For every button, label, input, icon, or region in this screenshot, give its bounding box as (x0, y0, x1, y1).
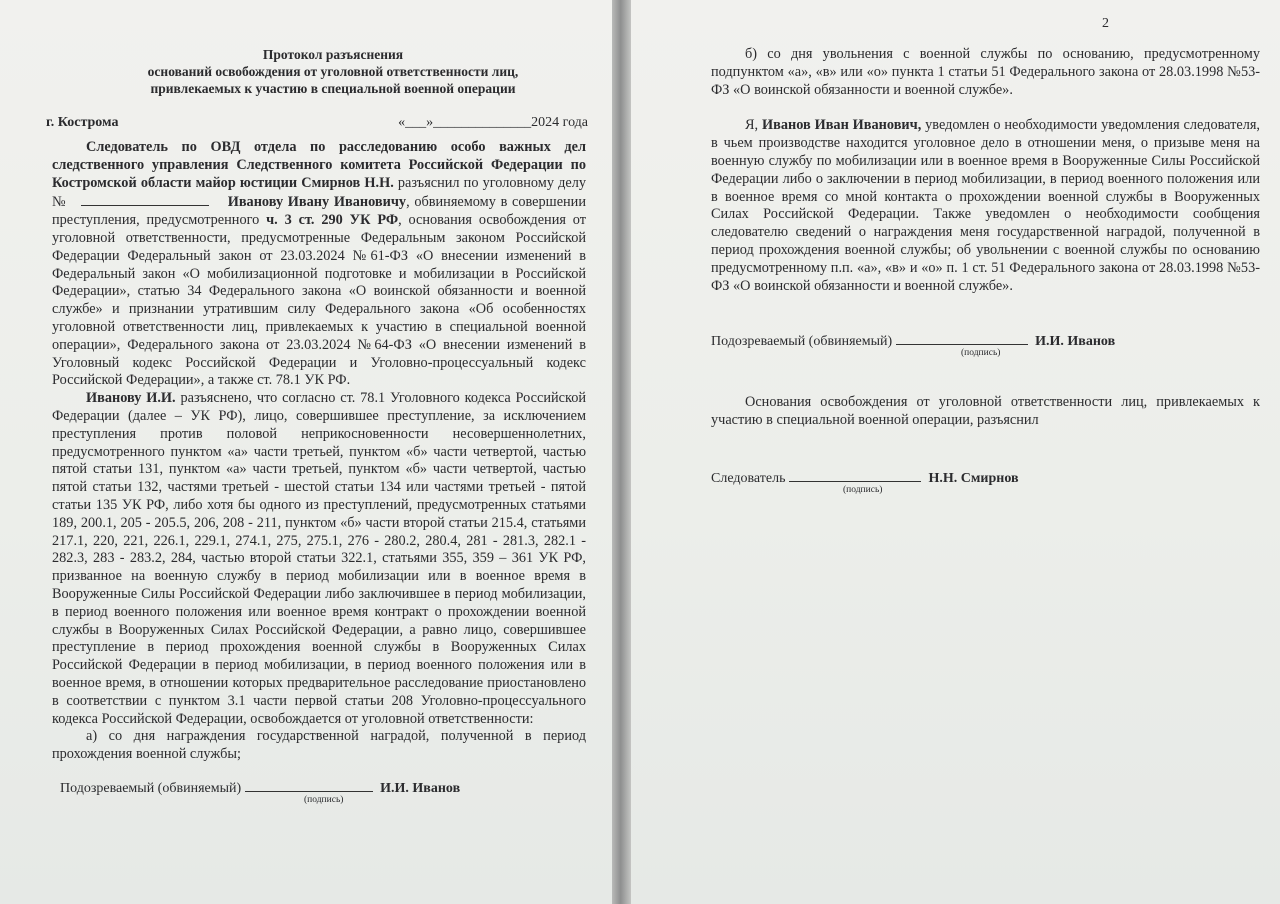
explained-to-name: Иванову И.И. (86, 390, 176, 407)
signature-blank-2 (896, 331, 1028, 345)
page-fold (612, 0, 631, 904)
notice-prefix: Я, (745, 117, 762, 134)
investigator-signature-row (711, 468, 1260, 495)
signature-blank (245, 778, 373, 792)
title-line-2: оснований освобождения от уголовной ответственности лиц, (147, 64, 519, 79)
notice-paragraph (711, 117, 1260, 295)
item-a: а) со дня награждения государственной наградой, полученной в период прохождения военной службы; (52, 728, 586, 763)
page-number: 2 (1102, 16, 1109, 31)
item-b: б) со дня увольнения с военной службы по основанию, предусмотренному подпунктом «а», «в» или «о» пункта 1 статьи 51 Федерального закона от 28.03.1998 №53-ФЗ «О воинской обязанности и военной службе». (711, 46, 1260, 98)
suspect-signature-row-1 (60, 778, 586, 805)
suspect-label-2: Подозреваемый (обвиняемый) (711, 334, 893, 350)
suspect-label: Подозреваемый (обвиняемый) (60, 780, 242, 796)
explained-statement: Основания освобождения от уголовной ответственности лиц, привлекаемых к участию в специальной военной операции, разъяснил (711, 394, 1260, 429)
notice-name: Иванов Иван Иванович, (761, 117, 922, 134)
signature-caption-2: (подпись) (961, 348, 1001, 359)
intro-text-a: разъяснил по уголовному делу № (52, 174, 586, 211)
intro-text-b: , обвиняемому в совершении преступления, предусмотренного (52, 194, 586, 229)
suspect-name-2: И.И. Иванов (1035, 334, 1116, 350)
signature-caption: (подпись) (304, 794, 344, 805)
place-date-row (46, 115, 588, 133)
document-page-1 (0, 0, 612, 904)
investigator-signature-caption: (подпись) (843, 484, 883, 495)
title-line-1: Протокол разъяснения (262, 47, 404, 62)
suspect-signature-row-2 (711, 331, 1260, 359)
investigator-title: Следователь по ОВД отдела по расследованию особо важных дел следственного управления Следственного комитета Российской Федерации по Костромской области майор юстиции Смирнов Н.Н. (52, 139, 586, 191)
case-number-blank (81, 192, 209, 206)
title-line-3: привлекаемых к участию в специальной военной операции (150, 81, 516, 96)
explanation-text: разъяснено, что согласно ст. 78.1 Уголовного кодекса Российской Федерации (далее – УК РФ), лицо, совершившее преступление, за исключением преступления против половой неприкосновенности несовершеннолетних, предусмотренного пунктом «а» части третьей, пунктом «б» части четвертой, частью пятой статьи 131, пунктом «а» части третьей, пунктом «б» части четвертой, частью пятой статьи 132, частями третьей - шестой статьи 134 или частями третьей - пятой статьи 135 УК РФ, либо хотя бы одного из преступлений, предусмотренных статьями 189, 200.1, 205 - 205.5, 206, 208 - 211, пунктом «б» части второй статьи 215.4, статьями 217.1, 220, 221, 226.1, 229.1, 274.1, 275, 275.1, 276 - 280.2, 280.4, 281 - 281.3, 282.1 - 282.3, 283 - 283.2, 284, частью второй статьи 322.1, статьями 355, 359 – 361 УК РФ, призванное на военную службу в период мобилизации или в военное время в Вооруженные Силы Российской Федерации либо заключившее в период мобилизации, в период военного положения или военное время контракт о прохождении военной службы в Вооруженных Силах Российской Федерации, а равно лицо, совершившее преступление в период прохождения военной службы в Вооруженных Силах Российской Федерации в период мобилизации, в период военного положения или в военное время, в отношении которых предварительное расследование приостановлено в соответствии с пунктом 3.1 части первой статьи 208 Уголовно-процессуального кодекса Российской Федерации, освобождается от уголовной ответственности: (52, 390, 586, 727)
article-reference: ч. 3 ст. 290 УК РФ (266, 212, 399, 229)
investigator-signature-blank (789, 468, 921, 482)
date: «___»______________2024 года (398, 115, 588, 130)
city: г. Кострома (46, 115, 119, 130)
notice-text: уведомлен о необходимости уведомления следователя, в чьем производстве находится уголовное дело в отношении меня, о призыве меня на военную службу по мобилизации или в военное время в Вооруженные Силы Российской Федерации либо о заключении в период мобилизации, в период военного положения или в военное время со мной контакта о прохождении военной службы в Вооруженных Силах Российской Федерации. Также уведомлен о необходимости сообщения следователю сведений о награждения меня государственной наградой, полученной в период прохождения военной службы; об увольнении с военной службы по основанию предусмотренному п.п. «а», «в» и «о» п. 1 ст. 51 Федерального закона от 28.03.1998 №53-ФЗ «О воинской обязанности и военной службе». (711, 117, 1261, 294)
document-page-2 (631, 0, 1280, 904)
suspect-name: И.И. Иванов (380, 780, 461, 796)
investigator-name: Н.Н. Смирнов (928, 470, 1019, 486)
explanation-paragraph (52, 390, 586, 728)
accused-name: Иванову Ивану Ивановичу (227, 194, 407, 211)
intro-paragraph (52, 139, 586, 390)
intro-text-c: , основания освобождения от уголовной ответственности, предусмотренные Федеральным законом Российской Федерации Федеральный закон от 23.03.2024 №61-ФЗ «О внесении изменений в Федеральный закон «О мобилизационной подготовке и мобилизации в Российской Федерации», статью 34 Федерального закона «О воинской обязанности и военной службе» и признании утратившим силу Федерального закона «Об особенностях уголовной ответственности лиц, привлекаемых к участию в специальной военной операции», Федерального закона от 23.03.2024 №64-ФЗ «О внесении изменений в Уголовный кодекс Российской Федерации и Уголовно-процессуальный кодекс Российской Федерации», а также ст. 78.1 УК РФ. (52, 212, 586, 389)
investigator-label: Следователь (711, 470, 786, 486)
protocol-title (80, 46, 586, 97)
